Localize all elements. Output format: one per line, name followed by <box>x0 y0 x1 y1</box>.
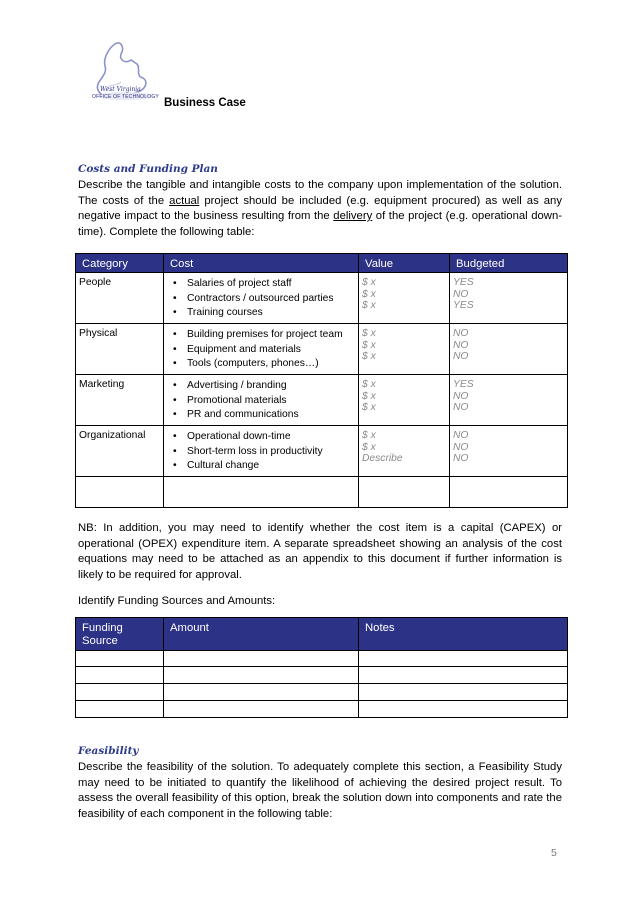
empty-cell <box>359 684 568 701</box>
section-heading-costs: Costs and Funding Plan <box>78 163 218 175</box>
empty-cell <box>76 477 164 508</box>
budgeted-item: NO <box>453 328 469 339</box>
document-title: Business Case <box>164 97 246 109</box>
table-row <box>76 273 568 324</box>
empty-cell <box>359 701 568 718</box>
intro-text-part: of the project (e.g. operational down-time). Complete the following table: <box>78 210 562 238</box>
budgeted-item: NO <box>453 351 469 362</box>
intro-text-part: Describe the tangible and intangible costs to the company upon implementation of the solution. The costs of the <box>78 179 562 207</box>
value-cell <box>359 426 450 477</box>
empty-cell <box>76 684 164 701</box>
budgeted-item: NO <box>453 339 469 351</box>
costs-intro-paragraph <box>78 178 562 240</box>
value-item: $ x <box>362 379 376 390</box>
empty-cell <box>359 667 568 684</box>
funding-table-header <box>76 618 568 651</box>
cost-cell <box>164 273 359 324</box>
intro-text-part: project should be included (e.g. equipment procured) as well as any negative impact to the business resulting from the <box>78 194 562 222</box>
category-cell: Physical <box>76 324 164 375</box>
cost-item: • Salaries of project staff <box>167 277 355 292</box>
value-item: $ x <box>362 339 376 351</box>
budgeted-item: YES <box>453 379 474 390</box>
budgeted-cell <box>450 375 568 426</box>
category-cell: People <box>76 273 164 324</box>
value-item: $ x <box>362 351 376 362</box>
cost-cell <box>164 426 359 477</box>
empty-cell <box>164 651 359 667</box>
feasibility-paragraph: Describe the feasibility of the solution. To adequately complete this section, a Feasibility Study may need to be initiated to quantify the likelihood of achieving the desired project result. To assess the overall feasibility of this option, break the solution down into components and rate the feasibility of each component in the following table: <box>78 761 562 820</box>
budgeted-item: NO <box>453 441 469 453</box>
funding-intro: Identify Funding Sources and Amounts: <box>78 595 276 607</box>
column-header: Budgeted <box>450 254 568 273</box>
table-row <box>76 426 568 477</box>
logo-wordmark: West Virginia <box>100 86 141 93</box>
value-item: $ x <box>362 390 376 402</box>
cost-table <box>75 253 568 508</box>
intro-underline-delivery: delivery <box>333 210 373 222</box>
column-header: Category <box>76 254 164 273</box>
empty-cell <box>359 651 568 667</box>
value-item: $ x <box>362 430 376 441</box>
intro-underline-actual: actual <box>169 194 200 207</box>
value-cell <box>359 273 450 324</box>
cost-item: • Tools (computers, phones…) <box>167 357 355 372</box>
category-cell: Marketing <box>76 375 164 426</box>
cost-item: • Promotional materials <box>167 394 355 409</box>
empty-cell <box>164 477 359 508</box>
column-header: Notes <box>359 618 568 651</box>
funding-table <box>75 617 568 718</box>
table-row-empty <box>76 701 568 718</box>
empty-cell <box>164 667 359 684</box>
cost-item: • Cultural change <box>167 459 355 474</box>
budgeted-item: NO <box>453 402 469 413</box>
empty-cell <box>359 477 450 508</box>
logo-subtitle: OFFICE OF TECHNOLOGY <box>92 94 159 100</box>
cost-item: • Advertising / branding <box>167 379 355 394</box>
value-cell <box>359 324 450 375</box>
table-row-empty <box>76 651 568 667</box>
empty-cell <box>164 701 359 718</box>
value-item: $ x <box>362 402 376 413</box>
cost-item: • Equipment and materials <box>167 343 355 358</box>
empty-cell <box>164 684 359 701</box>
cost-item: • Operational down-time <box>167 430 355 445</box>
value-item: $ x <box>362 300 376 311</box>
value-item: $ x <box>362 441 376 453</box>
budgeted-cell <box>450 426 568 477</box>
column-header: Amount <box>164 618 359 651</box>
cost-item: • Contractors / outsourced parties <box>167 292 355 307</box>
table-row <box>76 324 568 375</box>
budgeted-cell <box>450 273 568 324</box>
table-row-empty <box>76 684 568 701</box>
budgeted-cell <box>450 324 568 375</box>
cost-item: • PR and communications <box>167 408 355 423</box>
budgeted-item: YES <box>453 300 474 311</box>
table-row-empty <box>76 667 568 684</box>
table-row <box>76 375 568 426</box>
category-cell: Organizational <box>76 426 164 477</box>
cost-table-header <box>76 254 568 273</box>
value-item: Describe <box>362 453 403 464</box>
value-cell <box>359 375 450 426</box>
nb-paragraph: NB: In addition, you may need to identify whether the cost item is a capital (CAPEX) or operational (OPEX) expenditure item. A separate spreadsheet showing an analysis of the cost equations may need to be attached as an appendix to this document if further information is likely to be required for approval. <box>78 522 562 581</box>
cost-item: • Training courses <box>167 306 355 321</box>
empty-cell <box>76 667 164 684</box>
cost-item: • Short-term loss in productivity <box>167 445 355 460</box>
budgeted-item: YES <box>453 277 474 288</box>
value-item: $ x <box>362 277 376 288</box>
table-row-empty <box>76 477 568 508</box>
column-header: Cost <box>164 254 359 273</box>
empty-cell <box>450 477 568 508</box>
empty-cell <box>76 701 164 718</box>
value-item: $ x <box>362 288 376 300</box>
budgeted-item: NO <box>453 288 469 300</box>
column-header: Funding Source <box>76 618 164 651</box>
column-header: Value <box>359 254 450 273</box>
cost-cell <box>164 375 359 426</box>
cost-item: • Building premises for project team <box>167 328 355 343</box>
budgeted-item: NO <box>453 390 469 402</box>
page-number: 5 <box>551 847 557 859</box>
budgeted-item: NO <box>453 430 469 441</box>
budgeted-item: NO <box>453 453 469 464</box>
section-heading-feasibility: Feasibility <box>78 745 139 757</box>
value-item: $ x <box>362 328 376 339</box>
cost-cell <box>164 324 359 375</box>
empty-cell <box>76 651 164 667</box>
